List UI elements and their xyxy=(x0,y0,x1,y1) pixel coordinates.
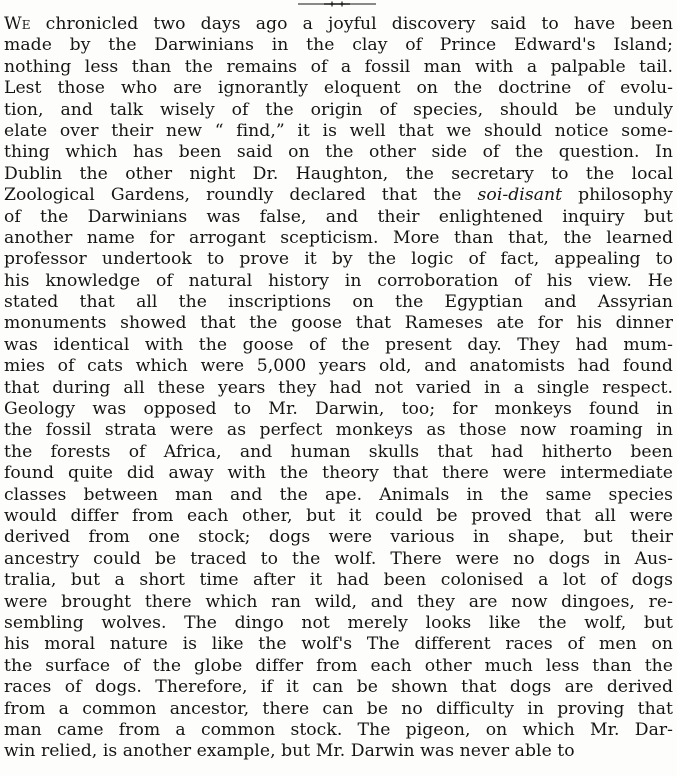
line-text-text: from a common ancestor, there can be no difficulty in proving that xyxy=(4,698,673,719)
article-line xyxy=(4,313,673,334)
line-text-text: tralia, but a short time after it had been colonised a lot of dogs xyxy=(4,570,673,591)
article-line xyxy=(4,549,673,570)
article-line xyxy=(4,142,673,163)
article-line xyxy=(4,292,673,313)
article-line xyxy=(4,14,673,35)
article-line xyxy=(4,207,673,228)
article-line xyxy=(4,164,673,185)
article-line xyxy=(4,271,673,292)
article-line xyxy=(4,463,673,484)
line-text-text: races of dogs. Therefore, if it can be shown that dogs are derived xyxy=(4,677,673,698)
article-line xyxy=(4,228,673,249)
line-text-text: derived from one stock; dogs were various in shape, but their xyxy=(4,527,673,548)
article-line xyxy=(4,485,673,506)
article-line xyxy=(4,121,673,142)
article-line xyxy=(4,677,673,698)
article-body xyxy=(4,14,673,763)
line-text-text: chronicled two days ago a joyful discovery said to have been xyxy=(30,14,673,34)
article-line xyxy=(4,399,673,420)
line-text-text: his knowledge of natural history in corroboration of his view. He xyxy=(4,270,673,291)
line-text-text: the forests of Africa, and human skulls that had hitherto been xyxy=(4,441,673,462)
line-text-text: the fossil strata were as perfect monkeys as those now roaming in xyxy=(4,420,673,441)
article-line xyxy=(4,356,673,377)
line-text-text: ancestry could be traced to the wolf. There were no dogs in Aus- xyxy=(4,548,673,569)
line-text-text: the surface of the globe differ from each other much less than the xyxy=(4,655,673,676)
article-line xyxy=(4,35,673,56)
article-line xyxy=(4,570,673,591)
article-line xyxy=(4,656,673,677)
article-line xyxy=(4,100,673,121)
article-line xyxy=(4,720,673,741)
article-line xyxy=(4,57,673,78)
line-text-text: made by the Darwinians in the clay of Prince Edward's Island; xyxy=(4,35,673,56)
line-text-text: were brought there which ran wild, and they are now dingoes, re- xyxy=(4,591,673,612)
line-text-text: Dublin the other night Dr. Haughton, the secretary to the local xyxy=(4,163,673,184)
article-line xyxy=(4,442,673,463)
article-line xyxy=(4,613,673,634)
line-text-text: classes between man and the ape. Animals in the same species xyxy=(4,484,673,505)
divider-ornament-icon xyxy=(262,1,412,7)
article-line xyxy=(4,506,673,527)
line-before-text: Zoological Gardens, roundly declared that the xyxy=(4,185,478,206)
ornamental-divider xyxy=(262,1,412,7)
line-text-text: sembling wolves. The dingo not merely looks like the wolf, but xyxy=(4,612,673,633)
line-lead-text: We xyxy=(4,14,31,34)
line-text-text: his moral nature is like the wolf's The different races of men on xyxy=(4,634,673,655)
article-line xyxy=(4,527,673,548)
article-line xyxy=(4,185,673,206)
line-text-text: man came from a common stock. The pigeon, on which Mr. Dar- xyxy=(4,719,673,740)
article-line xyxy=(4,420,673,441)
line-text-text: of the Darwinians was false, and their enlightened inquiry but xyxy=(4,206,673,227)
line-text-text: Geology was opposed to Mr. Darwin, too; for monkeys found in xyxy=(4,399,673,420)
line-text-text: nothing less than the remains of a fossil man with a palpable tail. xyxy=(4,56,673,77)
line-text-text: would differ from each other, but it could be proved that all were xyxy=(4,505,673,526)
line-text-text: stated that all the inscriptions on the Egyptian and Assyrian xyxy=(4,292,673,313)
line-text-text: elate over their new “ find,” it is well that we should notice some- xyxy=(4,120,673,141)
article-line xyxy=(4,741,673,762)
line-text-text: win relied, is another example, but Mr. Darwin was never able to xyxy=(4,741,575,762)
line-text-text: another name for arrogant scepticism. More than that, the learned xyxy=(4,227,673,248)
line-text-text: Lest those who are ignorantly eloquent on the doctrine of evolu- xyxy=(4,78,673,99)
article-line xyxy=(4,78,673,99)
line-text-text: mies of cats which were 5,000 years old, and anatomists had found xyxy=(4,356,673,377)
article-line xyxy=(4,634,673,655)
line-italic-text: soi-disant xyxy=(477,185,563,206)
article-line xyxy=(4,249,673,270)
line-text-text: professor undertook to prove it by the logic of fact, appealing to xyxy=(4,249,673,270)
line-text-text: was identical with the goose of the present day. They had mum- xyxy=(4,334,673,355)
line-after-text: philosophy xyxy=(562,185,673,206)
article-line xyxy=(4,335,673,356)
article-line xyxy=(4,378,673,399)
line-text-text: monuments showed that the goose that Rameses ate for his dinner xyxy=(4,313,673,334)
article-line xyxy=(4,699,673,720)
line-text-text: that during all these years they had not varied in a single respect. xyxy=(4,377,673,398)
line-text-text: tion, and talk wisely of the origin of species, should be unduly xyxy=(4,99,673,120)
article-line xyxy=(4,592,673,613)
line-text-text: found quite did away with the theory that there were intermediate xyxy=(4,463,673,484)
line-text-text: thing which has been said on the other side of the question. In xyxy=(4,142,673,163)
